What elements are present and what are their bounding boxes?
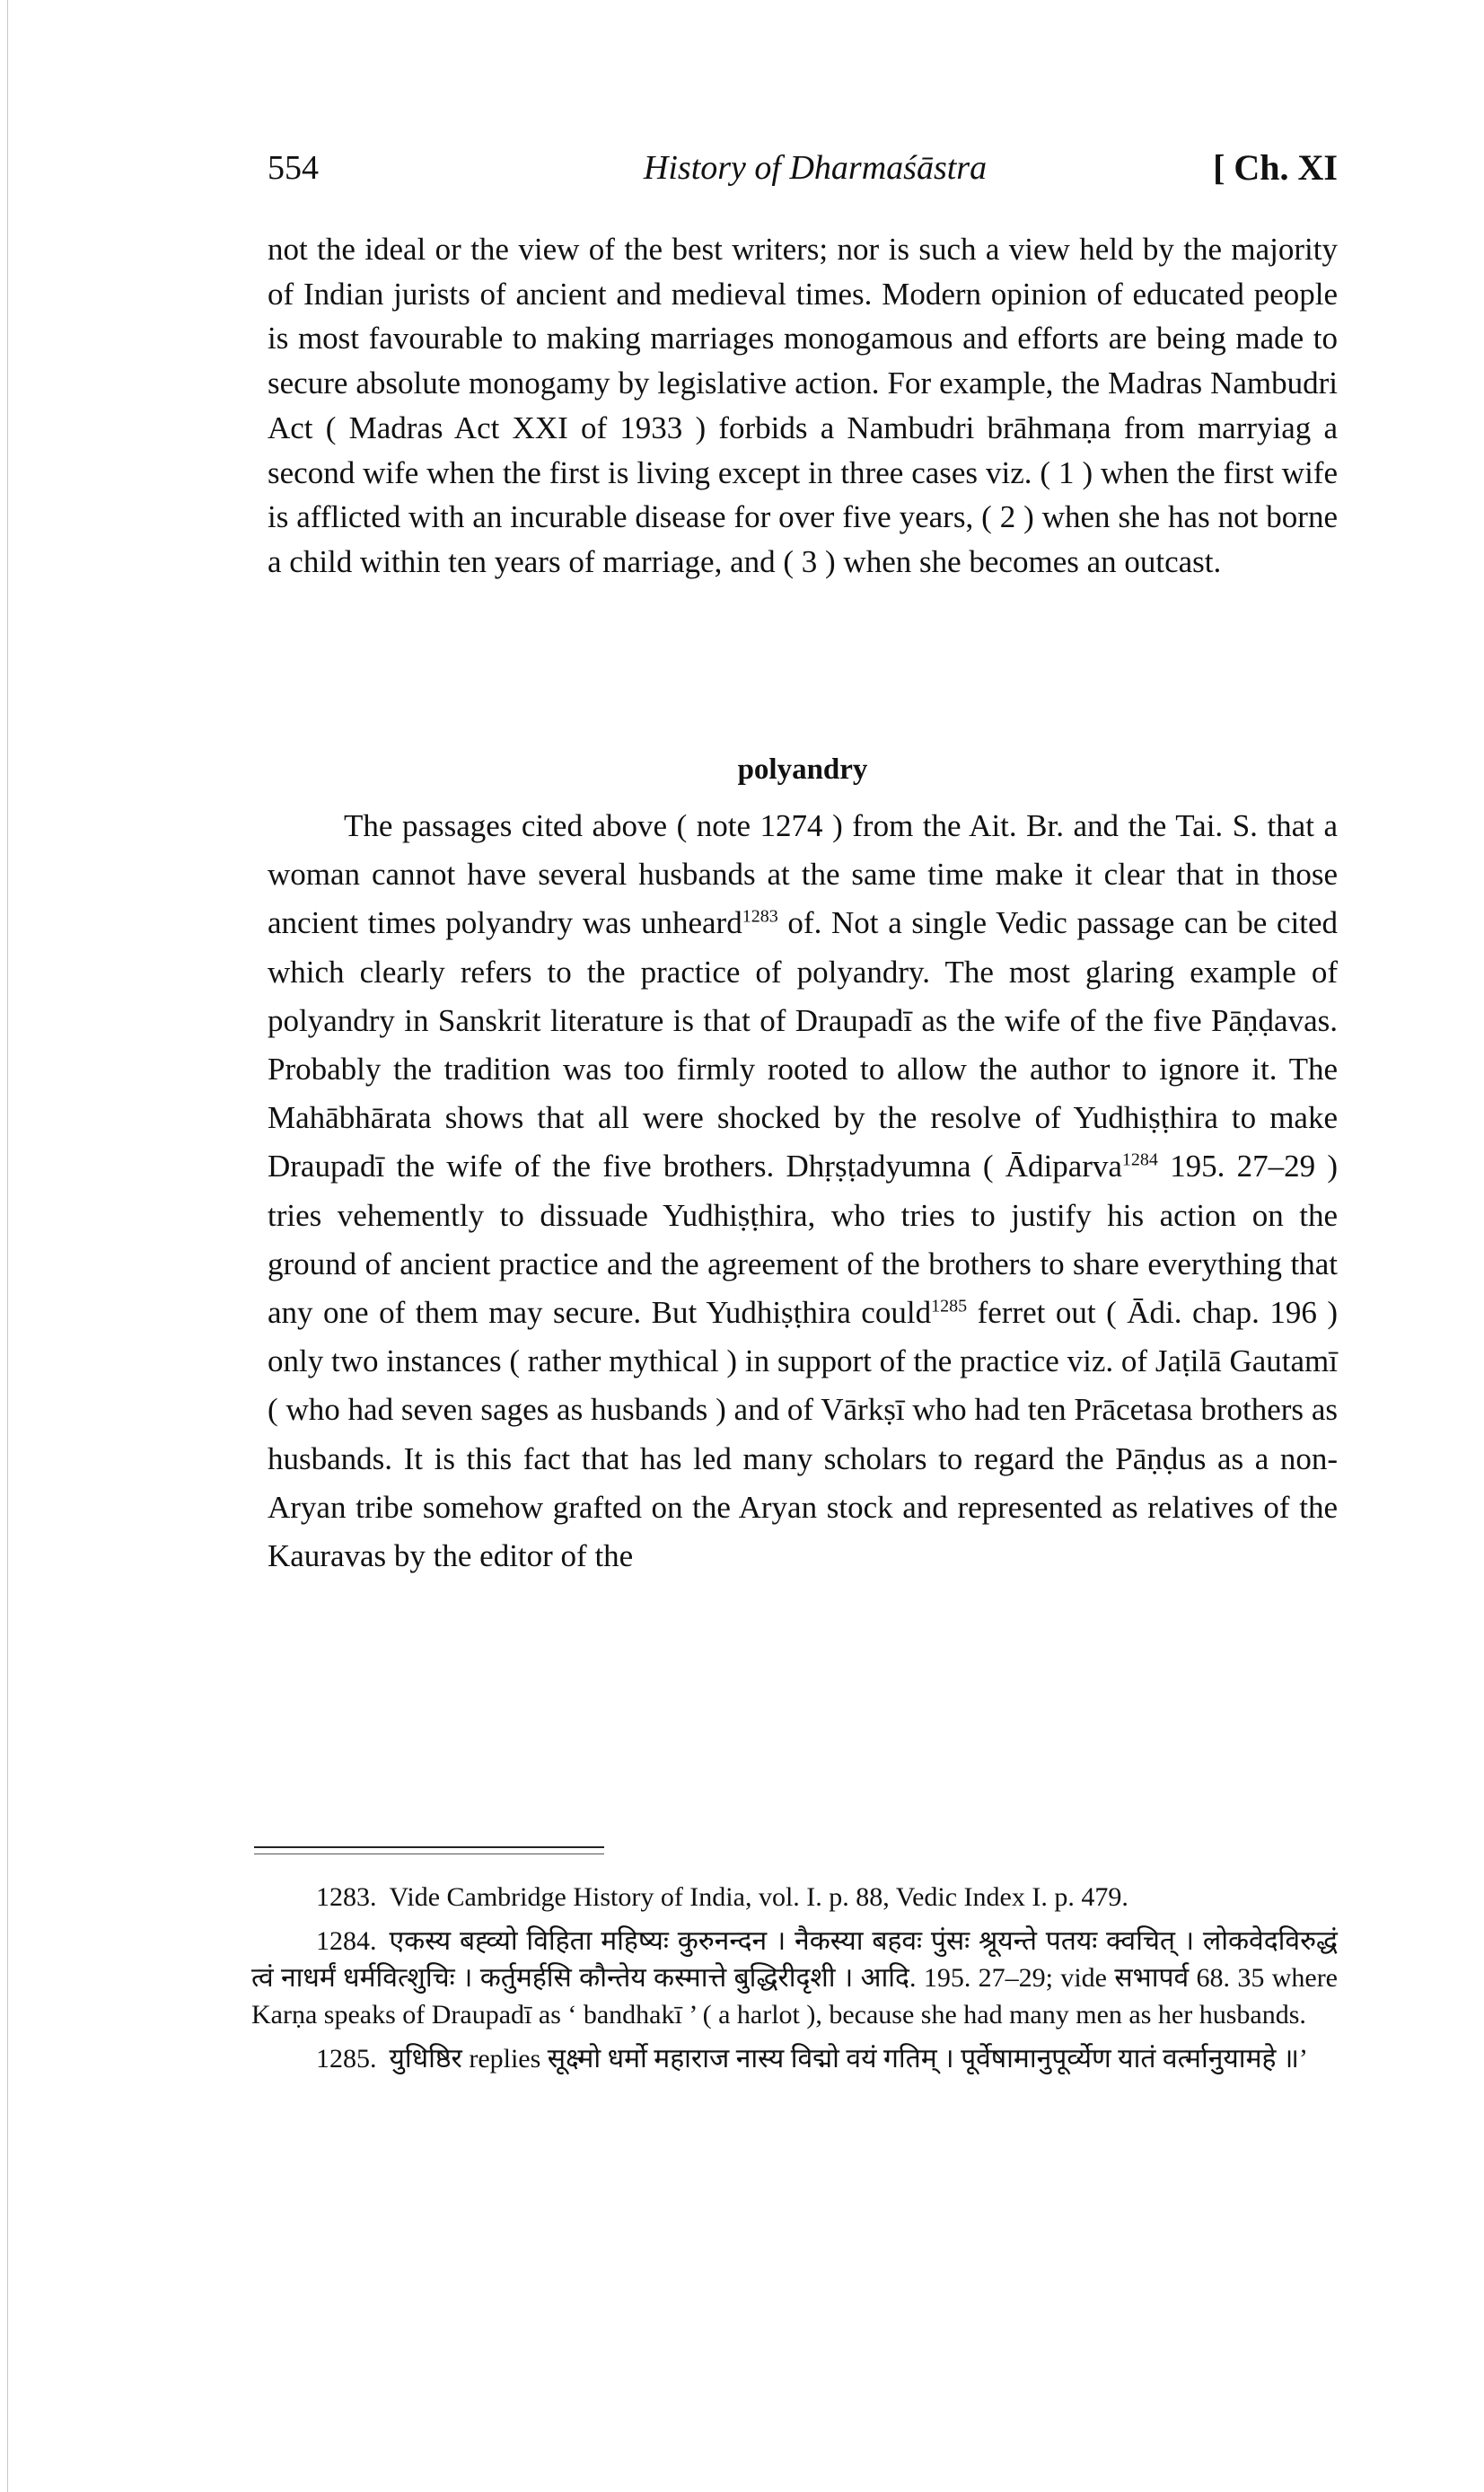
footnotes — [251, 1879, 1338, 2084]
footnote-number: 1283. — [316, 1882, 377, 1912]
footnote-1284 — [251, 1923, 1338, 2033]
footnote-text: युधिष्ठिर replies सूक्ष्मो धर्मो महाराज नास्य विद्मो वयं गतिम् । पूर्वेषामानुपूर्व्येण यातं वर्त्मानुयामहे ॥’ — [389, 2044, 1308, 2074]
footnote-1283 — [251, 1879, 1338, 1915]
footnote-text: एकस्य बह्व्यो विहिता महिष्यः कुरुनन्दन । नैकस्या बहवः पुंसः श्रूयन्ते पतयः क्वचित् । लोकवेदविरुद्धं त्वं नाधर्मं धर्मवित्शुचिः । कर्तुमर्हसि कौन्तेय कस्मात्ते बुद्धिरीदृशी । आदि. 195. 27–29; vide सभापर्व 68. 35 where Karṇa speaks of Draupadī as ‘ bandhakī ’ ( a harlot ), because she had many men as her husbands. — [251, 1926, 1338, 2030]
footnote-number: 1285. — [316, 2044, 377, 2074]
paragraph-text: ferret out ( Ādi. chap. 196 ) only two instances ( rather mythical ) in support of the practice viz. of Jaṭilā Gautamī ( who had seven sages as husbands ) and of Vārkṣī who had ten Prācetasa brothers as husbands. It is this fact that has led many scholars to regard the Pāṇḍus as a non-Aryan tribe somehow grafted on the Aryan stock and represented as relatives of the Kauravas by the editor of the — [268, 1295, 1338, 1574]
footnote-ref-1285[interactable]: 1285 — [931, 1296, 968, 1316]
paragraph-text: The passages cited above ( note 1274 ) from the Ait. Br. and the Tai. S. that a woman cannot have several husbands at the same time make it clear that in those ancient times polyandry was unheard — [268, 808, 1338, 941]
chapter-reference: [ Ch. XI — [1213, 147, 1338, 188]
footnote-1285 — [251, 2040, 1338, 2077]
footnote-ref-1283[interactable]: 1283 — [742, 906, 778, 927]
section-heading: polyandry — [737, 753, 868, 786]
paragraph-monogamy: not the ideal or the view of the best writers; nor is such a view held by the majority of Indian jurists of ancient and medieval times. Modern opinion of educated people is most favourable to making marriages monogamous and efforts are being made to secure absolute monogamy by legislative action. For example, the Madras Nambudri Act ( Madras Act XXI of 1933 ) forbids a Nambudri brāhmaṇa from marryiag a second wife when the first is living except in three cases viz. ( 1 ) when the first wife is afflicted with an incurable disease for over five years, ( 2 ) when she has not borne a child within ten years of marriage, and ( 3 ) when she becomes an outcast. — [268, 232, 1338, 579]
footnote-divider — [254, 1846, 604, 1848]
footnote-text: Vide Cambridge History of India, vol. I. p. 88, Vedic Index I. p. 479. — [389, 1882, 1128, 1912]
paragraph-text: of. Not a single Vedic passage can be cited which clearly refers to the practice of polyandry. The most glaring example of polyandry in Sanskrit literature is that of Draupadī as the wife of the five Pāṇḍavas. Probably the tradition was too firmly rooted to allow the author to ignore it. The Mahābhārata shows that all were shocked by the resolve of Yudhiṣṭhira to make Draupadī the wife of the five brothers. Dhṛṣṭadyumna ( Ādiparva — [268, 905, 1338, 1184]
footnote-number: 1284. — [316, 1926, 377, 1956]
page-number: 554 — [268, 149, 319, 187]
running-title: History of Dharmaśāstra — [643, 149, 988, 187]
paragraph-text: 195. 27–29 ) tries vehemently to dissuade Yudhiṣṭhira, who tries to justify his action on the ground of ancient practice and the agreement of the brothers to share everything that any one of them may secure. But Yudhiṣṭhira could — [268, 1149, 1339, 1331]
scan-edge-line — [7, 0, 8, 2492]
page-header — [268, 145, 1338, 199]
paragraph-polyandry — [268, 802, 1338, 1581]
footnote-ref-1284[interactable]: 1284 — [1121, 1149, 1158, 1170]
